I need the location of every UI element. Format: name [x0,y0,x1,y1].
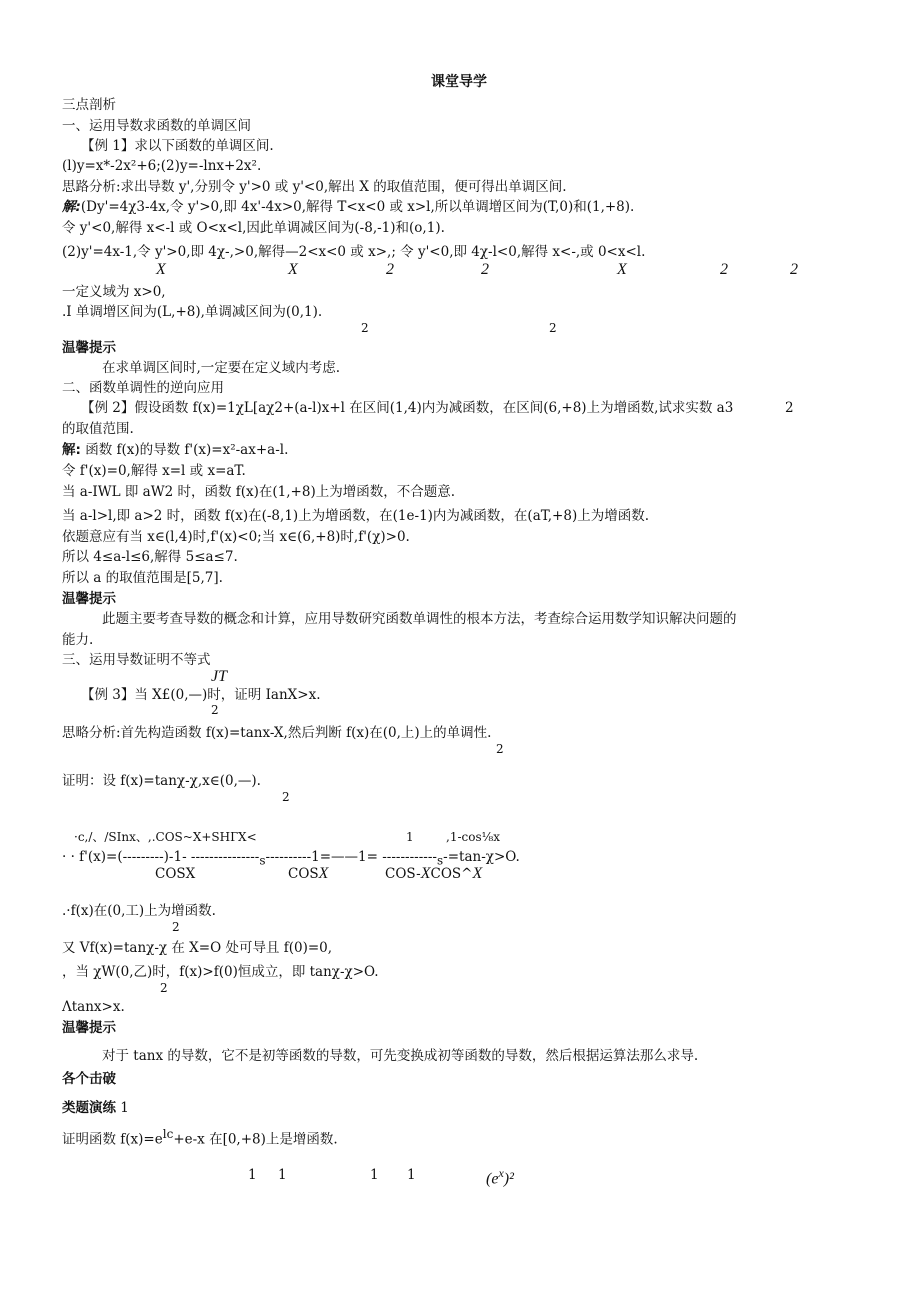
example-2-title: 【例 2】假设函数 f(x)=1χL[aχ2+(a-l)x+l 在区间(1,4)内为减函数，在区间(6,+8)上为增函数,试求实数 a3 [81,400,734,416]
fraction-denominator: 2 [496,742,504,756]
formula-fragment: 1 [278,1167,287,1183]
tip-heading: 温馨提示 [62,591,116,607]
formula-part: COS [288,866,319,882]
text-line: 所以 a 的取值范围是[5,7]. [62,570,223,586]
text-line: ，当 χW(0,乙)时，f(x)>f(0)恒成立，即 tanχ-χ>O. [62,964,379,980]
denominator-fragment: 2 [361,321,369,335]
denominator-fragment: 2 [720,261,728,278]
formula-fragment [486,1164,514,1188]
text-line: 一定义域为 x>0, [62,284,166,300]
text-span: +e-x 在[0,+8)上是增函数. [173,1131,338,1148]
tip-text: 此题主要考查导数的概念和计算，应用导数研究函数单调性的根本方法，考查综合运用数学知识解决问题的 [102,611,737,627]
text-span: 证明函数 f(x)=e [62,1131,163,1148]
text-line: 令 f'(x)=0,解得 x=l 或 x=aT. [62,463,246,479]
example-3-title: 【例 3】当 X£(0,—)时，证明 IanX>x. [81,687,321,703]
text-span: 函数 f(x)的导数 f'(x)=x²-ax+a-l. [85,442,289,458]
denominator-fragment: X [156,261,166,278]
text-line: 思略分析:首先构造函数 f(x)=tanx-X,然后判断 f(x)在(0,上)上的单调性. [62,725,492,741]
tip-text: 在求单调区间时,一定要在定义域内考虑. [102,360,341,376]
formula-sub: s [436,853,444,868]
superscript: x [498,1166,504,1180]
exercise-title [62,1099,129,1117]
section-heading: 二、函数单调性的逆向应用 [62,380,224,396]
formula-fragment: 1 [248,1167,257,1183]
formula-part: ----------1=——1= ------------ [265,849,437,865]
formula-denominator [385,865,482,883]
formula-part: COS^ [430,866,473,882]
formula-fragment: 1 [370,1167,379,1183]
section-heading: 三点剖析 [62,97,116,113]
formula-part: COS- [385,866,421,882]
denominator-fragment: X [288,261,298,278]
fraction-denominator: 2 [282,790,290,804]
denominator-fragment: X [617,261,627,278]
text-line: .·f(x)在(0,工)上为增函数. [62,903,216,919]
section-heading: 一、运用导数求函数的单调区间 [62,118,251,134]
fraction-denominator: 2 [211,703,219,717]
text-line: 思路分析:求出导数 y',分别令 y'>0 或 y'<0,解出 X 的取值范围，便可得出单调区间. [62,179,567,195]
fraction-numerator: JT [211,668,227,685]
text-line: 又 Vf(x)=tanχ-χ 在 X=O 处可导且 f(0)=0, [62,940,333,956]
formula-numerator-row: ·c,/、/SInx、,.COS~X+SHГX< [74,830,257,844]
formula-denominator [288,865,328,883]
text-line [62,1125,338,1149]
page-title: 课堂导学 [431,74,487,90]
text-line [62,441,288,459]
formula-part: · · f'(x)=(---------)-1- --------------- [62,849,260,865]
example-1-title: 【例 1】求以下函数的单调区间. [81,138,274,154]
formula-numerator: 1 [406,830,414,844]
formula-part: (e [486,1170,499,1188]
formula-part: X [318,865,329,882]
formula-part: X [472,865,483,882]
solution-label: 解: [62,199,81,215]
denominator-fragment: 2 [386,261,394,278]
superscript: lc [162,1127,174,1141]
formula-part: -=tan-χ>O. [443,849,520,865]
formula-part: X [420,865,431,882]
text-line: 依题意应有当 x∈(l,4)时,f'(x)<0;当 x∈(6,+8)时,f'(χ)>0. [62,529,410,545]
fraction-denominator: 2 [160,981,168,995]
denominator-fragment: 2 [790,261,798,278]
tip-heading: 温馨提示 [62,1020,116,1036]
exercise-number: 1 [120,1100,129,1116]
formula-fragment: 1 [407,1167,416,1183]
text-line: (l)y=x*-2x²+6;(2)y=-lnx+2x². [62,158,262,174]
text-line: Λtanx>x. [62,999,125,1015]
denominator-fragment: 2 [481,261,489,278]
tip-heading: 温馨提示 [62,340,116,356]
text-line: .I 单调增区间为(L,+8),单调减区间为(0,1). [62,304,323,320]
formula-sub: s [259,853,266,868]
formula-part: )² [503,1170,514,1188]
denominator-fragment: 2 [549,321,557,335]
text-line: 当 a-l>l,即 a>2 时，函数 f(x)在(-8,1)上为增函数，在(1e-1)内为减函数，在(aT,+8)上为增函数. [62,508,650,524]
section-heading: 各个击破 [62,1071,116,1087]
text-line: 证明：设 f(x)=tanχ-χ,x∈(0,—). [62,773,261,789]
fraction-denominator: 2 [172,920,180,934]
formula-denominator: COSX [155,866,196,882]
tip-text: 对于 tanx 的导数，它不是初等函数的导数，可先变换成初等函数的导数，然后根据运算法那么求导. [102,1048,699,1064]
text-line: 当 a-IWL 即 aW2 时，函数 f(x)在(1,+8)上为增函数，不合题意. [62,484,456,500]
formula-numerator: ,1-cos⅛x [446,830,501,844]
stray-fragment: 2 [785,400,794,416]
text-line: 令 y'<0,解得 x<-l 或 O<x<l,因此单调减区间为(-8,-1)和(o,1). [62,220,445,236]
text-line [62,198,634,216]
text-line: 所以 4≤a-l≤6,解得 5≤a≤7. [62,549,238,565]
exercise-label: 类题演练 [62,1100,116,1116]
text-line: (2)y'=4x-1,令 y'>0,即 4χ-,>0,解得—2<x<0 或 x>,; 令 y'<0,即 4χ-l<0,解得 x<-,或 0<x<l. [62,244,646,260]
tip-text: 能力. [62,632,94,648]
text-line: 的取值范围. [62,421,134,437]
section-heading: 三、运用导数证明不等式 [62,652,211,668]
solution-label: 解: [62,442,81,458]
text-span: (Dy'=4χ3-4x,令 y'>0,即 4x'-4x>0,解得 T<x<0 或 x>l,所以单调增区间为(T,0)和(1,+8). [80,199,635,215]
